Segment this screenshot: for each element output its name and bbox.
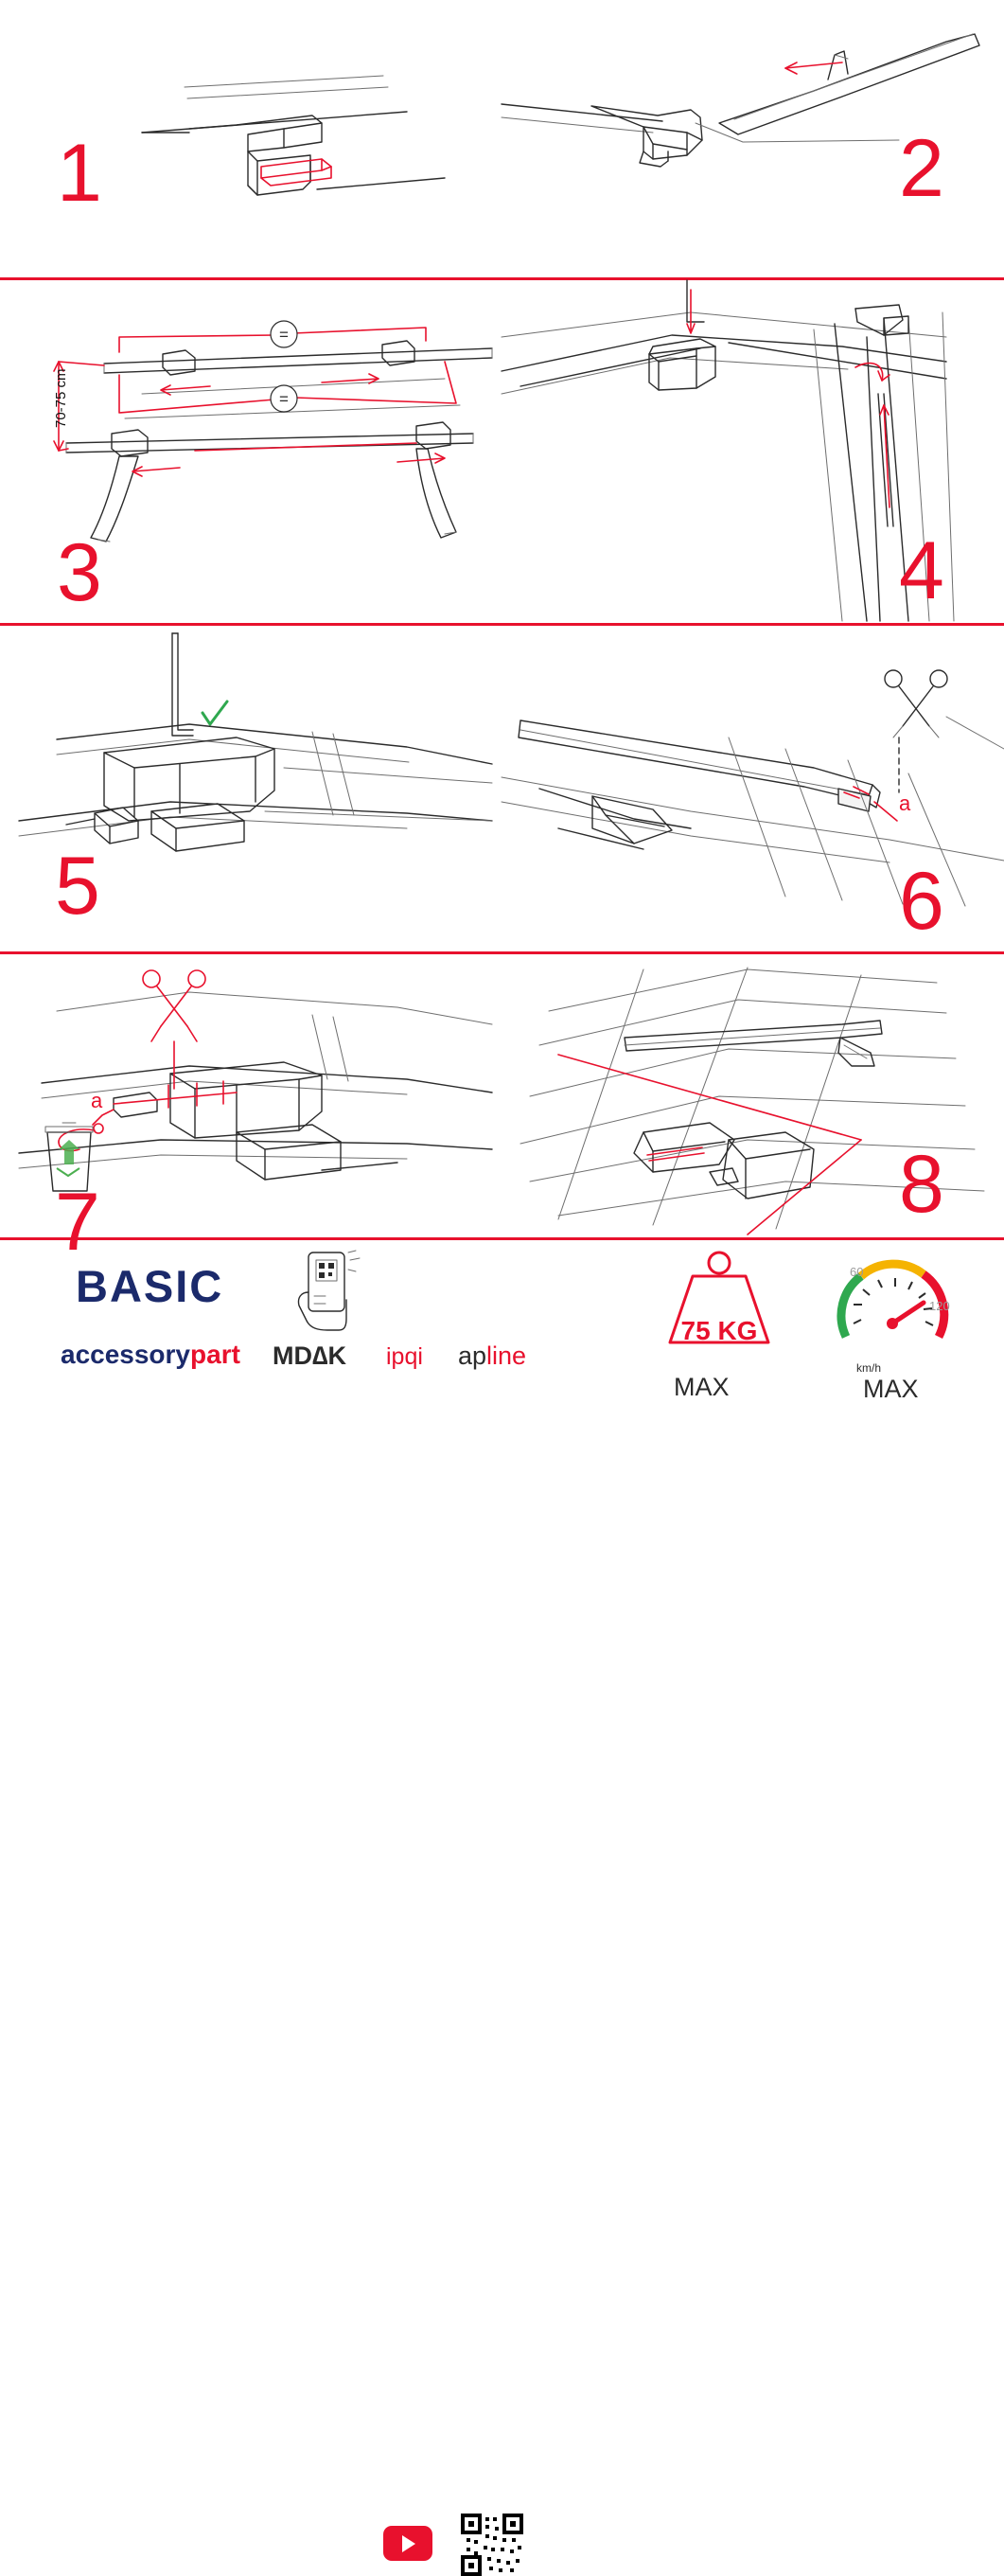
scissors-icon-7 bbox=[143, 970, 205, 1041]
weight-max-label: MAX bbox=[674, 1373, 730, 1401]
youtube-icon[interactable] bbox=[383, 2526, 432, 2561]
step-number-3: 3 bbox=[57, 527, 100, 618]
step-panel-8 bbox=[502, 954, 1004, 1237]
step-panel-2 bbox=[502, 0, 1004, 277]
step-3-distance-label: 70-75 cm bbox=[53, 368, 69, 428]
step-number-6: 6 bbox=[899, 856, 942, 947]
step-7-mark-a: a bbox=[91, 1089, 103, 1112]
brand-basic-logo: BASIC bbox=[76, 1261, 224, 1311]
brand-mdak-label: MD∆K bbox=[273, 1341, 347, 1370]
brand-accessory-text: accessory bbox=[61, 1340, 191, 1369]
step-number-1: 1 bbox=[57, 128, 100, 219]
step-6-mark-a: a bbox=[899, 791, 911, 815]
weight-value: 75 KG bbox=[680, 1316, 758, 1345]
step-number-5: 5 bbox=[55, 841, 98, 932]
speed-max-label: MAX bbox=[863, 1375, 919, 1403]
step-panel-7 bbox=[0, 954, 502, 1268]
brand-accessorypart-logo bbox=[61, 1340, 240, 1370]
step-number-7: 7 bbox=[55, 1177, 98, 1268]
brand-ap-text: ap bbox=[458, 1341, 487, 1370]
gauge-unit-label: km/h bbox=[856, 1361, 882, 1375]
gauge-tick-120: 120 bbox=[929, 1299, 950, 1313]
gauge-tick-60: 60 bbox=[850, 1265, 864, 1279]
brand-line-text: line bbox=[486, 1341, 527, 1370]
step-panel-1 bbox=[0, 0, 502, 277]
brand-part-text: part bbox=[190, 1340, 240, 1369]
step-panel-5 bbox=[0, 626, 502, 951]
hand-phone-qr-icon bbox=[293, 1251, 369, 1332]
step-panel-6 bbox=[502, 626, 1004, 951]
svg-text:=: = bbox=[279, 390, 289, 408]
brand-apline-label bbox=[458, 1341, 526, 1371]
scissors-icon bbox=[885, 670, 947, 737]
svg-text:=: = bbox=[279, 326, 289, 344]
step-number-2: 2 bbox=[899, 123, 942, 214]
brand-ipqi-label: ipqi bbox=[386, 1343, 423, 1370]
qr-code-icon bbox=[461, 2514, 523, 2576]
step-number-4: 4 bbox=[899, 525, 942, 616]
step-panel-4 bbox=[502, 280, 1004, 623]
step-panel-3 bbox=[0, 280, 502, 623]
step-number-8: 8 bbox=[899, 1139, 942, 1230]
